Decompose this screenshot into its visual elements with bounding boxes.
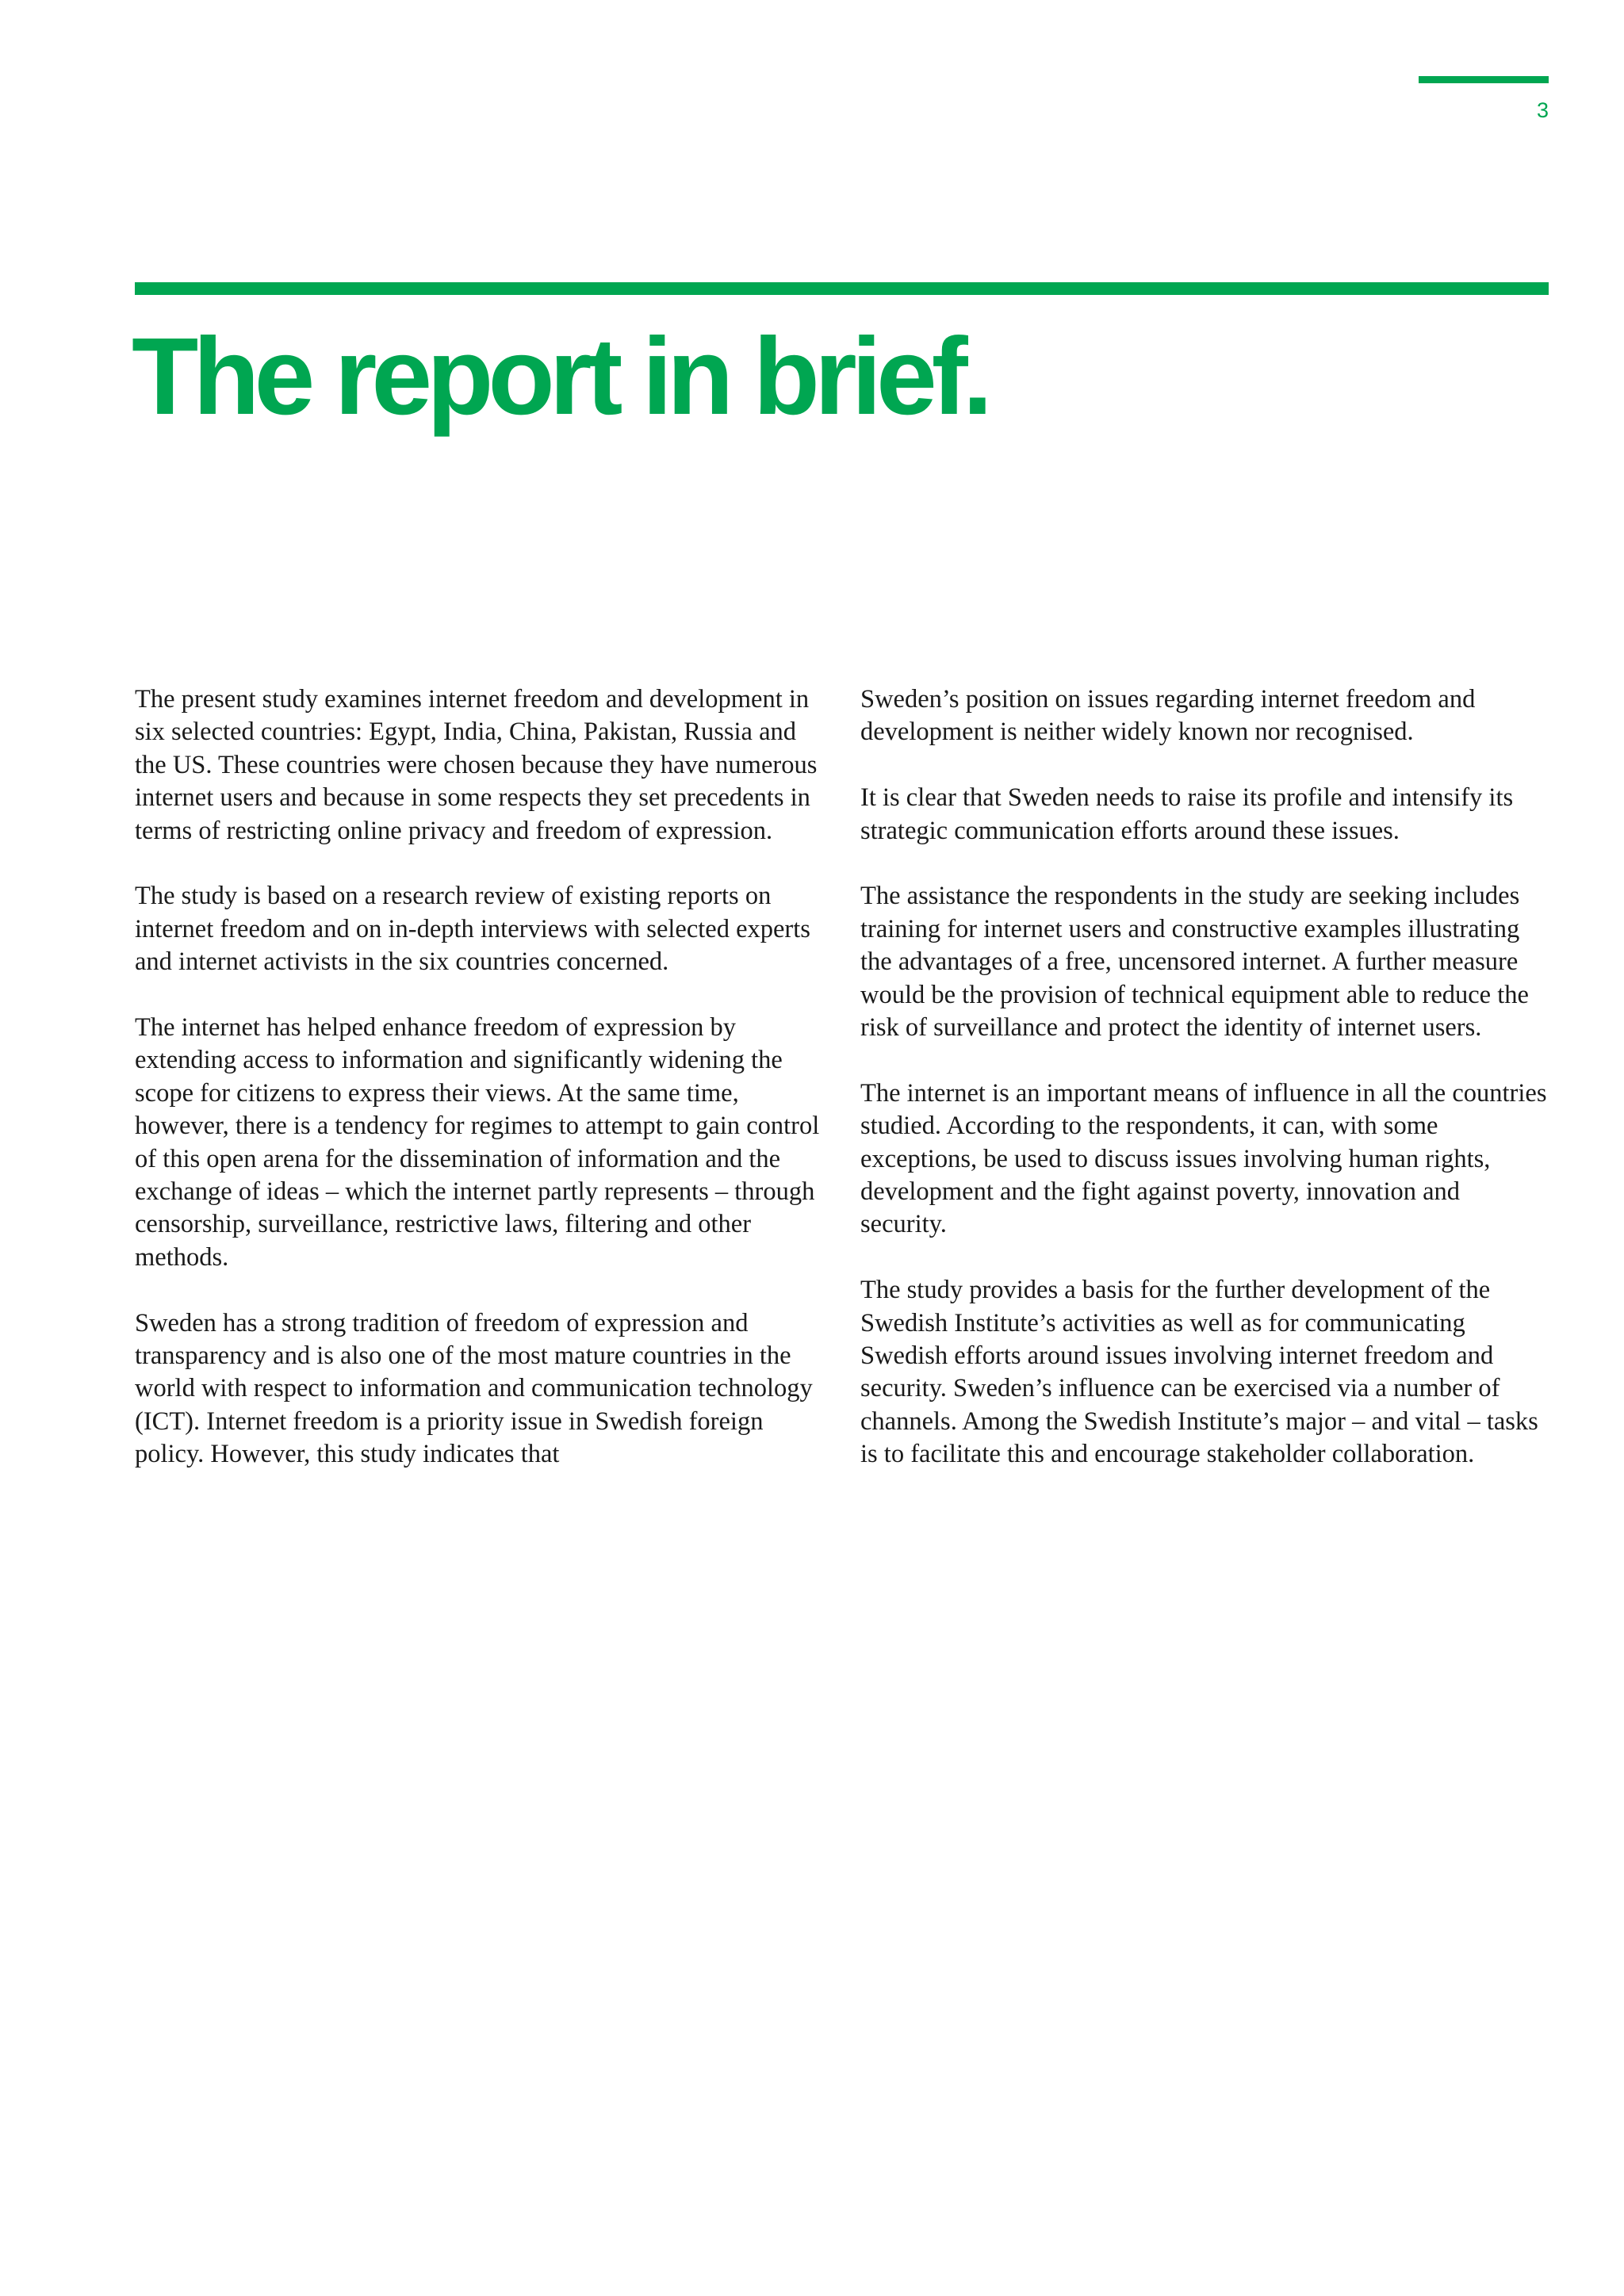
title-accent-rule xyxy=(135,282,1549,295)
paragraph: The assistance the respondents in the study are seeking includes training for internet users and constructive examples illustrating the advantages of a free, uncensored internet. A further measure would be the provision of technical equipment able to reduce the risk of surveillance and protect the identity of internet users. xyxy=(860,882,1529,1043)
left-column xyxy=(135,683,826,1471)
paragraph: The internet is an important means of influence in all the countries studied. According to the respondents, it can, with some exceptions, be used to discuss issues involving human rights, development and the fight against poverty, innovation and security. xyxy=(860,1078,1547,1239)
paragraph: It is clear that Sweden needs to raise its profile and intensify its strategic communication efforts around these issues. xyxy=(860,783,1514,845)
paragraph: Sweden has a strong tradition of freedom of expression and transparency and is also one of the most mature countries in the world with respect to information and communication technology (ICT). Internet freedom is a priority issue in Swedish foreign policy. However, this study indicates that xyxy=(135,1308,813,1469)
paragraph: Sweden’s position on issues regarding internet freedom and development is neither widely known nor recognised. xyxy=(860,685,1476,747)
page-title: The report in brief. xyxy=(132,316,988,438)
right-column xyxy=(860,683,1552,1471)
paragraph: The study is based on a research review of existing reports on internet freedom and on in-depth interviews with selected experts and internet activists in the six countries concerned. xyxy=(135,882,810,977)
page-number: 3 xyxy=(1536,98,1549,122)
paragraph: The study provides a basis for the further development of the Swedish Institute’s activities as well as for communicating Swedish efforts around issues involving internet freedom and security. Sweden’s influence can be exercised via a number of channels. Among the Swedish Institute’s major – and vital – tasks is to facilitate this and encourage stakeholder collaboration. xyxy=(860,1276,1538,1469)
header-accent-rule xyxy=(1419,76,1549,83)
paragraph: The present study examines internet freedom and development in six selected countries: Egypt, India, China, Pakistan, Russia and the US. These countries were chosen because they have numerous internet users and because in some respects they set precedents in terms of restricting online privacy and freedom of expression. xyxy=(135,685,818,845)
paragraph: The internet has helped enhance freedom of expression by extending access to information and significantly widening the scope for citizens to express their views. At the same time, however, there is a tendency for regimes to attempt to gain control of this open arena for the dissemination of information and the exchange of ideas – which the internet partly represents – through censorship, surveillance, restrictive laws, filtering and other methods. xyxy=(135,1013,820,1272)
